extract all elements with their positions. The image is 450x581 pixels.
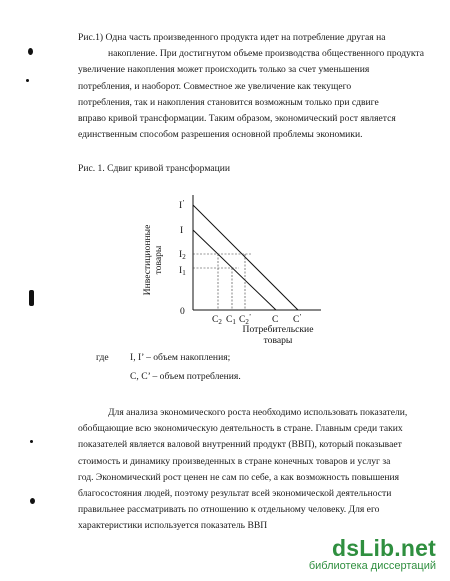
y-axis-label: Инвестиционные bbox=[142, 224, 153, 296]
y-tick-I-prime: I’ bbox=[179, 199, 185, 211]
scan-speck bbox=[26, 79, 29, 82]
x-tick-C1: $C_1$ bbox=[226, 314, 236, 326]
dslib-watermark bbox=[309, 536, 436, 573]
x-tick-C2: $C_2$ bbox=[212, 314, 222, 326]
y-tick-I2: $I_2$ bbox=[179, 249, 186, 261]
scan-speck bbox=[29, 290, 34, 306]
legend-where: где bbox=[96, 352, 109, 363]
paragraph-intro bbox=[78, 30, 432, 143]
scan-speck bbox=[28, 48, 33, 55]
text-line: благосостояния людей, поэтому результат всей экономической деятельности bbox=[78, 488, 392, 500]
text-line: обобщающие всю экономическую деятельность в стране. Главным среди таких bbox=[78, 423, 403, 435]
text-line: показателей является валовой внутренний продукт (ВВП), который показывает bbox=[78, 439, 402, 451]
text-line: единственным способом разрешения основной проблемы экономики. bbox=[78, 129, 363, 141]
figure-caption: Рис. 1. Сдвиг кривой трансформации bbox=[78, 163, 230, 174]
origin-label: 0 bbox=[180, 306, 185, 317]
x-axis-label: товары bbox=[263, 335, 293, 346]
curve-shifted bbox=[193, 205, 298, 310]
text-line: правильнее рассматривать по отношению к отдельному человеку. Для его bbox=[78, 504, 380, 516]
curve-original bbox=[193, 230, 276, 310]
x-axis-label: Потребительские bbox=[242, 324, 314, 335]
text-line: стоимость и динамику произведенных в стране конечных товаров и услуг за bbox=[78, 455, 391, 467]
scan-speck bbox=[30, 440, 33, 443]
legend-consumption: C, C’ – объем потребления. bbox=[130, 371, 241, 382]
text-line: Для анализа экономического роста необходимо использовать показатели, bbox=[108, 407, 408, 418]
paragraph-gdp bbox=[78, 405, 432, 535]
x-tick-C-prime: C’ bbox=[293, 313, 302, 325]
text-line: Рис.1) Одна часть произведенного продукта идет на потребление другая на bbox=[78, 32, 386, 43]
y-axis-label: товары bbox=[153, 245, 164, 275]
watermark-subtitle: библиотека диссертаций bbox=[308, 560, 436, 572]
text-line: год. Экономический рост ценен не сам по себе, а как возможность повышения bbox=[78, 471, 400, 483]
text-line: накопление. При достигнутом объеме производства общественного продукта bbox=[108, 48, 424, 60]
legend-accumulation: I, I’ – объем накопления; bbox=[130, 352, 231, 363]
text-line: увеличение накопления может происходить только за счет уменьшения bbox=[78, 64, 370, 76]
text-line: характеристики используется показатель ВВП bbox=[78, 520, 268, 532]
y-tick-I1: $I_1$ bbox=[179, 265, 186, 277]
text-line: потребления, так и накопления становится возможным только при сдвиге bbox=[78, 96, 379, 108]
x-tick-C: C bbox=[272, 314, 279, 325]
scan-speck bbox=[30, 498, 35, 504]
text-line: вправо кривой трансформации. Таким образом, экономический рост является bbox=[78, 113, 396, 125]
text-line: потребления, и наоборот. Совместное же увеличение как текущего bbox=[78, 80, 352, 92]
y-tick-I: I bbox=[180, 225, 184, 236]
x-tick-C2-prime: $C_2^’$ bbox=[239, 313, 252, 326]
watermark-title: dsLib.net bbox=[331, 535, 436, 561]
transformation-curve-diagram bbox=[136, 190, 336, 350]
